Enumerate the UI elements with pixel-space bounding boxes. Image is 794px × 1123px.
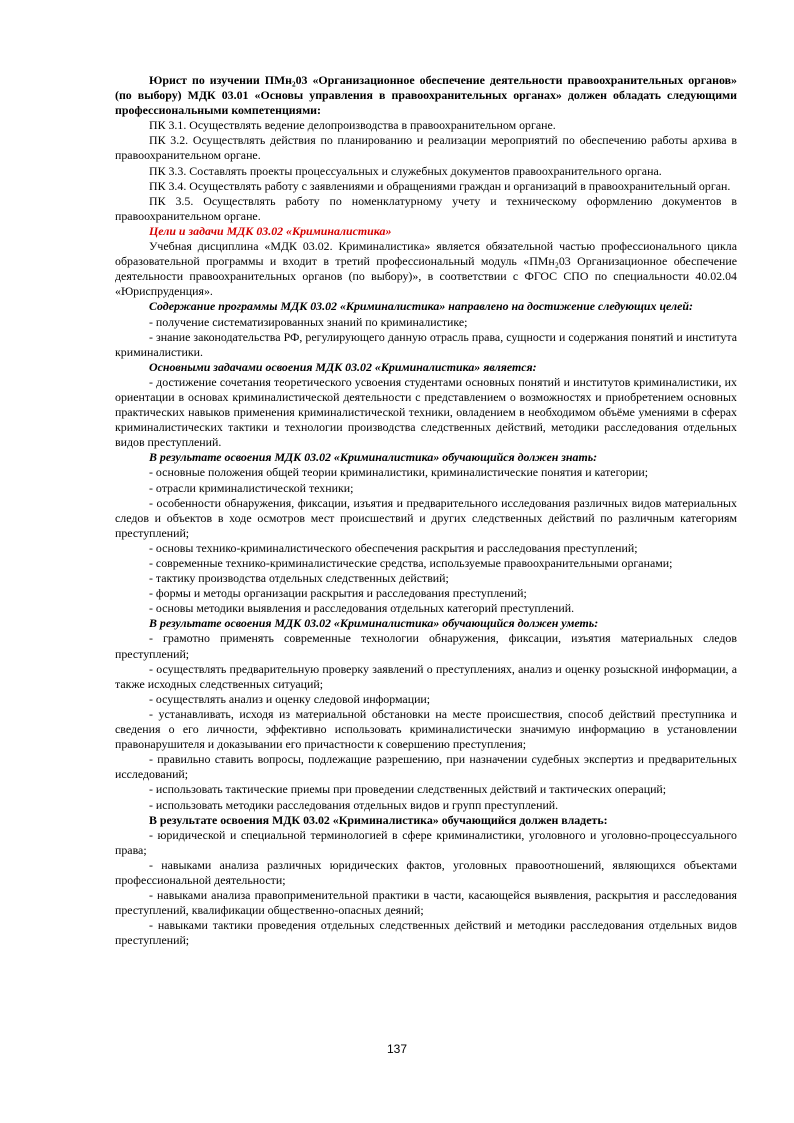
paragraph: - основы методики выявления и расследования отдельных категорий преступлений. xyxy=(149,601,575,616)
document-body xyxy=(115,73,737,948)
section-heading: Юрист по изучении ПМн₂03 «Организационное обеспечение деятельности правоохранительных органов» (по выбору) МДК 03.01 «Основы управления в правоохранительных органах» должен обладать следующими профессиональными компетенциями: xyxy=(115,73,737,118)
paragraph: - особенности обнаружения, фиксации, изъятия и предварительного исследования различных видов материальных следов и объектов в ходе осмотров мест происшествий и других следственных действий по различным категориям преступлений; xyxy=(115,495,737,540)
paragraph: ПК 3.5. Осуществлять работу по номенклатурному учету и техническому оформлению документов в правоохранительном органе. xyxy=(115,193,737,223)
paragraph: - использовать методики расследования отдельных видов и групп преступлений. xyxy=(149,797,559,812)
paragraph: - устанавливать, исходя из материальной обстановки на месте происшествия, способ действий преступника и сведения о его личности, эффективно использовать криминалистически значимую информацию в установлении правонарушителя и доказывании его причастности к совершению преступления; xyxy=(115,706,737,752)
paragraph: - отрасли криминалистической техники; xyxy=(149,480,354,495)
paragraph: ПК 3.2. Осуществлять действия по планированию и реализации мероприятий по обеспечению работы архива в правоохранительном органе. xyxy=(115,133,737,163)
section-heading: Содержание программы МДК 03.02 «Криминалистика» направлено на достижение следующих целей: xyxy=(149,299,693,314)
page-number: 137 xyxy=(386,1042,408,1056)
section-heading: В результате освоения МДК 03.02 «Криминалистика» обучающийся должен владеть: xyxy=(149,812,608,827)
paragraph: ПК 3.3. Составлять проекты процессуальных и служебных документов правоохранительного органа. xyxy=(149,163,662,178)
paragraph: - формы и методы организации раскрытия и расследования преступлений; xyxy=(149,586,527,601)
paragraph: - современные технико-криминалистические средства, используемые правоохранительными органами; xyxy=(149,556,673,570)
section-heading: В результате освоения МДК 03.02 «Криминалистика» обучающийся должен знать: xyxy=(149,450,598,465)
paragraph: - юридической и специальной терминологией в сфере криминалистики, уголовного и уголовно-процессуального права; xyxy=(115,827,737,857)
paragraph: ПК 3.4. Осуществлять работу с заявлениями и обращениями граждан и организаций в правоохранительный орган. xyxy=(149,178,731,193)
paragraph: - навыками тактики проведения отдельных следственных действий и методики расследования отдельных видов преступлений; xyxy=(115,918,737,948)
paragraph: - навыками анализа различных юридических фактов, уголовных правоотношений, являющихся объектами профессиональной деятельности; xyxy=(115,857,737,887)
paragraph: - правильно ставить вопросы, подлежащие разрешению, при назначении судебных экспертиз и предварительных исследований; xyxy=(115,752,737,782)
paragraph: - основные положения общей теории криминалистики, криминалистические понятия и категории; xyxy=(149,465,649,480)
paragraph: - знание законодательства РФ, регулирующего данную отрасль права, сущности и содержания понятий и института криминалистики. xyxy=(115,329,737,359)
section-heading: В результате освоения МДК 03.02 «Криминалистика» обучающийся должен уметь: xyxy=(149,616,599,631)
paragraph: - получение систематизированных знаний по криминалистике; xyxy=(149,314,468,329)
paragraph: - основы технико-криминалистического обеспечения раскрытия и расследования преступлений; xyxy=(149,540,638,555)
section-heading: Основными задачами освоения МДК 03.02 «Криминалистика» является: xyxy=(149,359,537,374)
paragraph: - использовать тактические приемы при проведении следственных действий и тактических операций; xyxy=(149,782,667,797)
paragraph: - грамотно применять современные технологии обнаружения, фиксации, изъятия материальных следов преступлений; xyxy=(115,631,737,661)
paragraph: ПК 3.1. Осуществлять ведение делопроизводства в правоохранительном органе. xyxy=(149,118,556,133)
paragraph: Учебная дисциплина «МДК 03.02. Криминалистика» является обязательной частью профессионального цикла образовательной программы и входит в третий профессиональный модуль «ПМн₂03 Организационное обеспечение деятельности правоохранительных органов (по выбору)», в соответствии с ФГОС СПО по специальности 40.02.04 «Юриспруденция». xyxy=(115,239,737,299)
paragraph: - достижение сочетания теоретического усвоения студентами основных понятий и институтов криминалистики, их ориентации в основах криминалистической деятельности с представлением о возможностях и приобретением основных практических навыков применения криминалистической техники, овладением в необходимом объёме умениями в сферах криминалистических тактики и технологии производства следственных действий, методики расследования отдельных видов преступлений. xyxy=(115,374,737,450)
section-heading: Цели и задачи МДК 03.02 «Криминалистика» xyxy=(149,223,392,238)
paragraph: - осуществлять предварительную проверку заявлений о преступлениях, анализ и оценку розыскной информации, а также исходных следственных ситуаций; xyxy=(115,661,737,691)
paragraph: - навыками анализа правоприменительной практики в части, касающейся выявления, раскрытия и расследования преступлений, квалификации общественно-опасных деяний; xyxy=(115,888,737,918)
paragraph: - осуществлять анализ и оценку следовой информации; xyxy=(149,691,431,706)
paragraph: - тактику производства отдельных следственных действий; xyxy=(149,571,449,586)
